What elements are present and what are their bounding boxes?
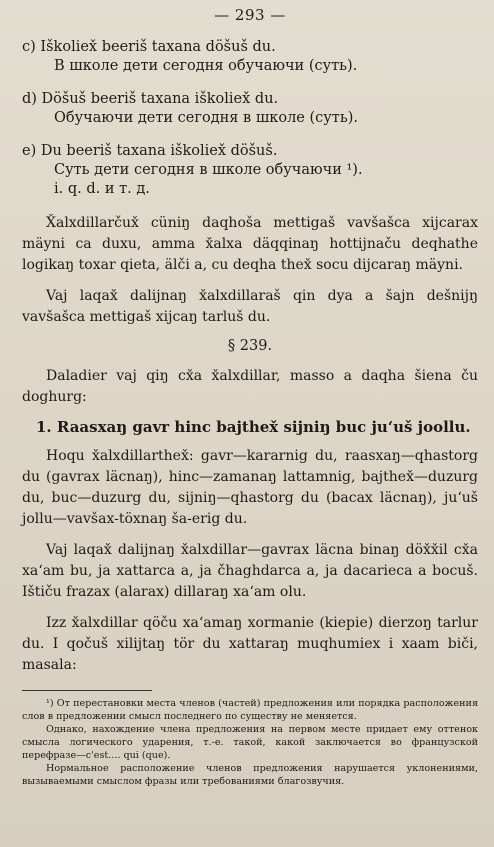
paragraph-2: Vaj laqax̌ dalijnaŋ x̌alxdillaraš qin dya a šajn dešnijŋ vavšašca mettigaš xijcaŋ tarluš du. [22, 288, 478, 325]
footnote-divider [22, 690, 152, 691]
example-d [22, 90, 478, 128]
example-russian: Обучаючи дети сегодня в школе (суть). [54, 110, 358, 126]
example-russian: В школе дети сегодня обучаючи (суть). [54, 58, 358, 74]
etc-line: i. q. d. и т. д. [54, 181, 150, 197]
example-latin: e) Du beeriš taxana iškoliex̌ döšuš. [22, 143, 278, 159]
footnote-3: Нормальное расположение членов предложения нарушается уклонениями, вызываемыми смыслом фразы или требованиями благозвучия. [22, 763, 478, 787]
example-latin: c) Iškoliex̌ beeriš taxana döšuš du. [22, 39, 276, 55]
section-number: § 239. [227, 338, 273, 354]
paragraph-1: X̌alxdillarčux̌ cüniŋ daqhoša mettigaš vavšašca xijcarax mäyni ca duxu, amma x̌alxa däqqinaŋ hottijnaču deqhathe logikaŋ toxar qieta, älči a, cu deqha thex̌ socu dijcaraŋ mäyni. [22, 215, 478, 273]
example-sentence-heading: 1. Raasxaŋ gavr hinc bajthex̌ sijniŋ buc ju‘uš joollu. [36, 418, 471, 436]
footnote-1: ¹) От перестановки места членов (частей) предложения или порядка расположения слов в предложении смысл последнего по существу не меняется. [22, 698, 478, 722]
example-russian: Суть дети сегодня в школе обучаючи ¹). [54, 162, 363, 178]
page-number: — 293 — [214, 6, 286, 24]
paragraph-5: Vaj laqax̌ dalijnaŋ x̌alxdillar—gavrax läcna binaŋ döx̌x̌il cx̌a xa‘am bu, ja xattarca a, ja čhaghdarca a, ja dacarieca a bocuš. Ištiču frazax (alarax) dillaraŋ xa‘am olu. [22, 542, 478, 600]
paragraph-3: Daladier vaj qiŋ cx̌a x̌alxdillar, masso a daqha šiena ču doghurg: [22, 368, 478, 405]
footnote-2: Однако, нахождение члена предложения на первом месте придает ему оттенок смысла логического ударения, т.-е. такой, какой заключается во французской перефразе—c'est.... qui (que). [22, 724, 478, 761]
example-c [22, 38, 478, 76]
example-latin: d) Döšuš beeriš taxana iškoliex̌ du. [22, 91, 279, 107]
example-e [22, 142, 478, 199]
paragraph-4: Hoqu x̌alxdillarthex̌: gavr—kararnig du, raasxaŋ—qhastorg du (gavrax läcnaŋ), hinc—zamanaŋ lattamnig, bajthex̌—duzurg du, buc—duzurg du, sijniŋ—qhastorg du (bacax läcnaŋ), ju‘uš jollu—vavšax-töxnaŋ ša-erig du. [22, 448, 478, 527]
paragraph-6: Izz x̌alxdillar qöču xa‘amaŋ xormanie (kiepie) dierzoŋ tarlur du. I qočuš xilijtaŋ tör du xattaraŋ muqhumiex i xaam biči, masala: [22, 615, 478, 673]
